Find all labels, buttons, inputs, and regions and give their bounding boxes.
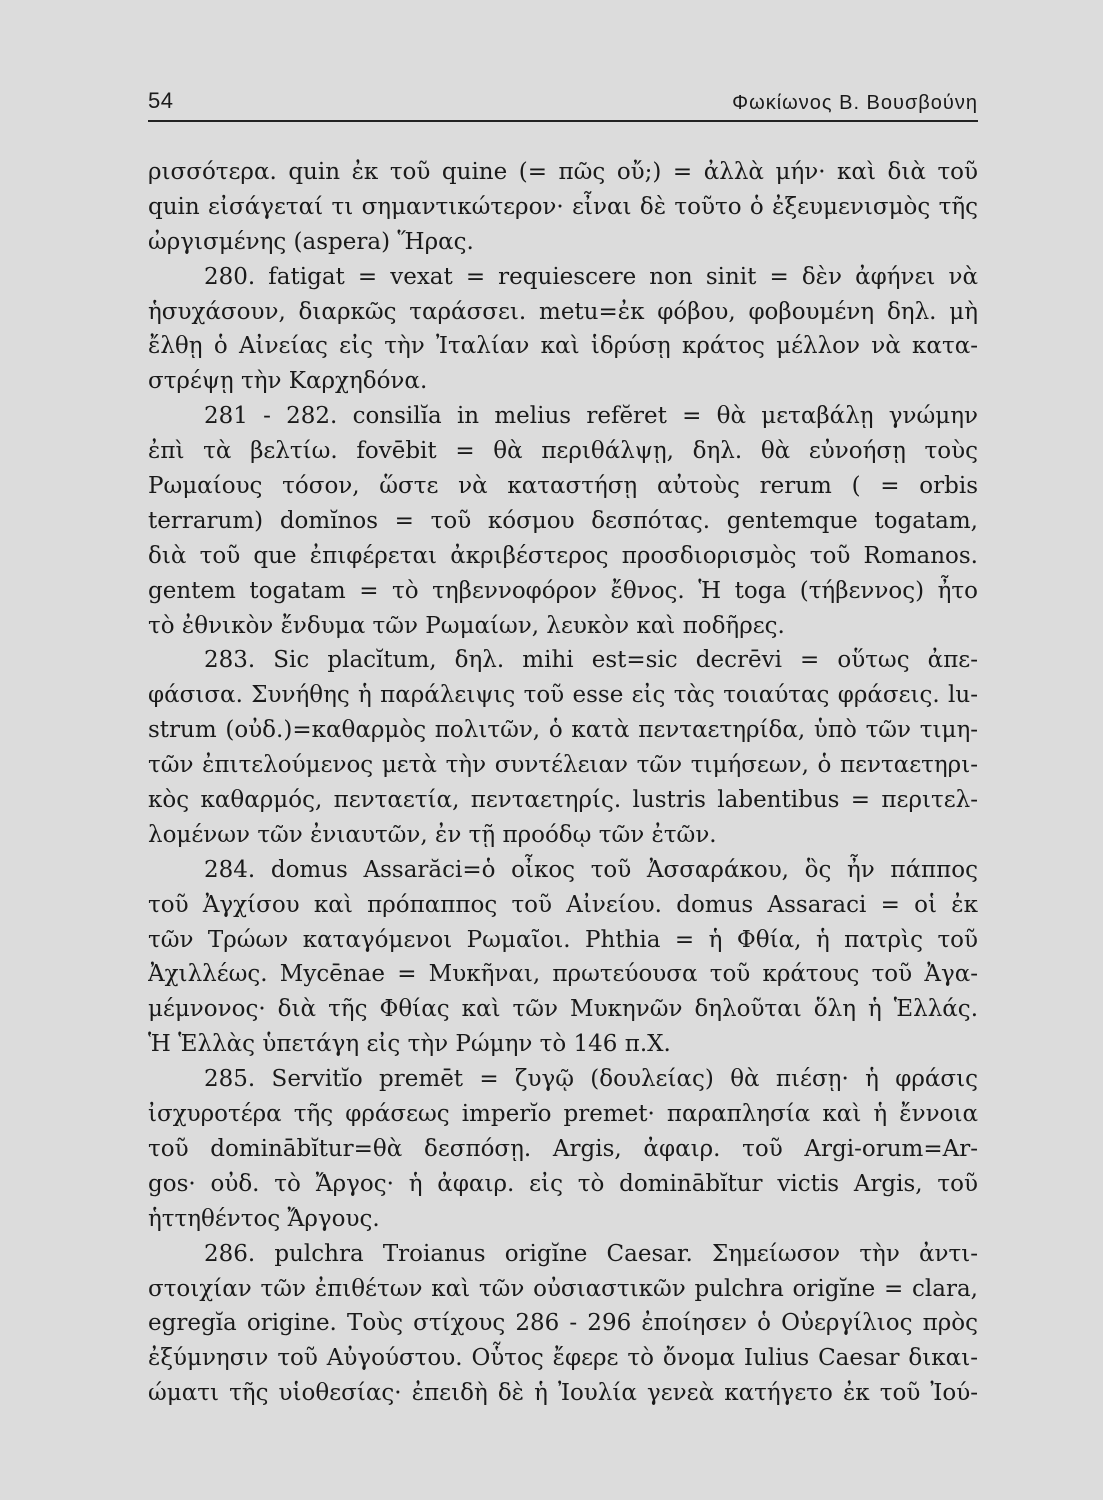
- text-line: λομένων τῶν ἐνιαυτῶν, ἐν τῇ προόδῳ τῶν ἐτῶν.: [148, 821, 717, 848]
- text-line: ἡττηθέντος Ἄργους.: [148, 1205, 380, 1232]
- text-line: τοῦ dominābĭtur=θὰ δεσπόσῃ. Argis, ἀφαιρ. τοῦ Argi-orum=Ar-: [148, 1135, 978, 1162]
- running-head: Φωκίωνος Β. Βουσβούνη: [732, 92, 978, 114]
- text-line: 286. pulchra Troianus origĭne Caesar. Σημείωσον τὴν ἀντι-: [204, 1240, 978, 1267]
- text-line: gos· οὐδ. τὸ Ἄργος· ἡ ἀφαιρ. εἰς τὸ dominābĭtur victis Argis, τοῦ: [148, 1170, 978, 1197]
- text-line: ἡσυχάσουν, διαρκῶς ταράσσει. metu=ἐκ φόβου, φοβουμένη δηλ. μὴ: [148, 298, 978, 325]
- text-line: 284. domus Assarăci=ὁ οἶκος τοῦ Ἀσσαράκου, ὃς ἦν πάππος: [204, 856, 978, 883]
- text-line: 280. fatigat = vexat = requiescere non sinit = δὲν ἀφήνει νὰ: [204, 263, 978, 290]
- text-line: τὸ ἐθνικὸν ἔνδυμα τῶν Ρωμαίων, λευκὸν καὶ ποδῆρες.: [148, 612, 785, 639]
- text-line: ρισσότερα. quin ἐκ τοῦ quine (= πῶς οὔ;) = ἀλλὰ μήν· καὶ διὰ τοῦ: [148, 159, 978, 185]
- text-line: ἐξύμνησιν τοῦ Αὐγούστου. Οὗτος ἔφερε τὸ ὄνομα Iulius Caesar δικαι-: [148, 1345, 978, 1372]
- text-line: τῶν ἐπιτελούμενος μετὰ τὴν συντέλειαν τῶν τιμήσεων, ὁ πενταετηρι-: [148, 752, 978, 779]
- text-line: egregĭa origine. Τοὺς στίχους 286 - 296 ἐποίησεν ὁ Οὐεργίλιος πρὸς: [148, 1310, 978, 1337]
- text-line: gentem togatam = τὸ τηβεννοφόρον ἔθνος. Ἡ toga (τήβεννος) ἦτο: [148, 577, 978, 604]
- text-line: ἐπὶ τὰ βελτίω. fovēbit = θὰ περιθάλψῃ, δηλ. θὰ εὐνοήσῃ τοὺς: [148, 438, 978, 465]
- text-line: διὰ τοῦ que ἐπιφέρεται ἀκριβέστερος προσδιορισμὸς τοῦ Romanos.: [148, 542, 978, 569]
- text-line: strum (οὐδ.)=καθαρμὸς πολιτῶν, ὁ κατὰ πενταετηρίδα, ὑπὸ τῶν τιμη-: [148, 717, 978, 744]
- text-line: ὠργισμένης (aspera) Ἥρας.: [148, 228, 474, 255]
- page-header: [148, 82, 978, 122]
- text-line: quin εἰσάγεταί τι σημαντικώτερον· εἶναι δὲ τοῦτο ὁ ἐξευμενισμὸς τῆς: [148, 193, 978, 220]
- text-line: μέμνονος· διὰ τῆς Φθίας καὶ τῶν Μυκηνῶν δηλοῦται ὅλη ἡ Ἑλλάς.: [148, 996, 978, 1023]
- body-text: [148, 155, 978, 1411]
- text-line: φάσισα. Συνήθης ἡ παράλειψις τοῦ esse εἰς τὰς τοιαύτας φράσεις. lu-: [148, 682, 978, 709]
- text-line: Ἀχιλλέως. Mycēnae = Μυκῆναι, πρωτεύουσα τοῦ κράτους τοῦ Ἀγα-: [148, 961, 978, 988]
- text-line: 281 - 282. consilĭa in melius refĕret = θὰ μεταβάλῃ γνώμην: [204, 403, 978, 430]
- text-line: Ἡ Ἑλλὰς ὑπετάγη εἰς τὴν Ρώμην τὸ 146 π.Χ.: [148, 1031, 671, 1058]
- text-line: στρέψῃ τὴν Καρχηδόνα.: [148, 368, 428, 395]
- text-line: 285. Servitĭo premēt = ζυγῷ (δουλείας) θὰ πιέσῃ· ἡ φράσις: [204, 1066, 978, 1093]
- text-line: τοῦ Ἀγχίσου καὶ πρόπαππος τοῦ Αἰνείου. domus Assaraci = οἱ ἐκ: [148, 891, 978, 918]
- text-line: στοιχίαν τῶν ἐπιθέτων καὶ τῶν οὐσιαστικῶν pulchra origĭne = clara,: [148, 1275, 978, 1302]
- text-line: ἔλθῃ ὁ Αἰνείας εἰς τὴν Ἰταλίαν καὶ ἱδρύσῃ κράτος μέλλον νὰ κατα-: [148, 333, 978, 360]
- text-line: ώματι τῆς υἱοθεσίας· ἐπειδὴ δὲ ἡ Ἰουλία γενεὰ κατήγετο ἐκ τοῦ Ἰού-: [148, 1380, 978, 1407]
- text-line: τῶν Τρώων καταγόμενοι Ρωμαῖοι. Phthia = ἡ Φθία, ἡ πατρὶς τοῦ: [148, 926, 978, 953]
- page-number: 54: [148, 88, 174, 113]
- text-line: terrarum) domĭnos = τοῦ κόσμου δεσπότας. gentemque togatam,: [148, 507, 978, 534]
- text-line: κὸς καθαρμός, πενταετία, πενταετηρίς. lustris labentibus = περιτελ-: [148, 787, 978, 814]
- text-line: ἰσχυροτέρα τῆς φράσεως imperĭo premet· παραπλησία καὶ ἡ ἔννοια: [148, 1101, 978, 1128]
- text-line: 283. Sic placĭtum, δηλ. mihi est=sic decrēvi = οὕτως ἀπε-: [204, 647, 978, 674]
- text-line: Ρωμαίους τόσον, ὥστε νὰ καταστήσῃ αὐτοὺς rerum ( = orbis: [148, 473, 978, 500]
